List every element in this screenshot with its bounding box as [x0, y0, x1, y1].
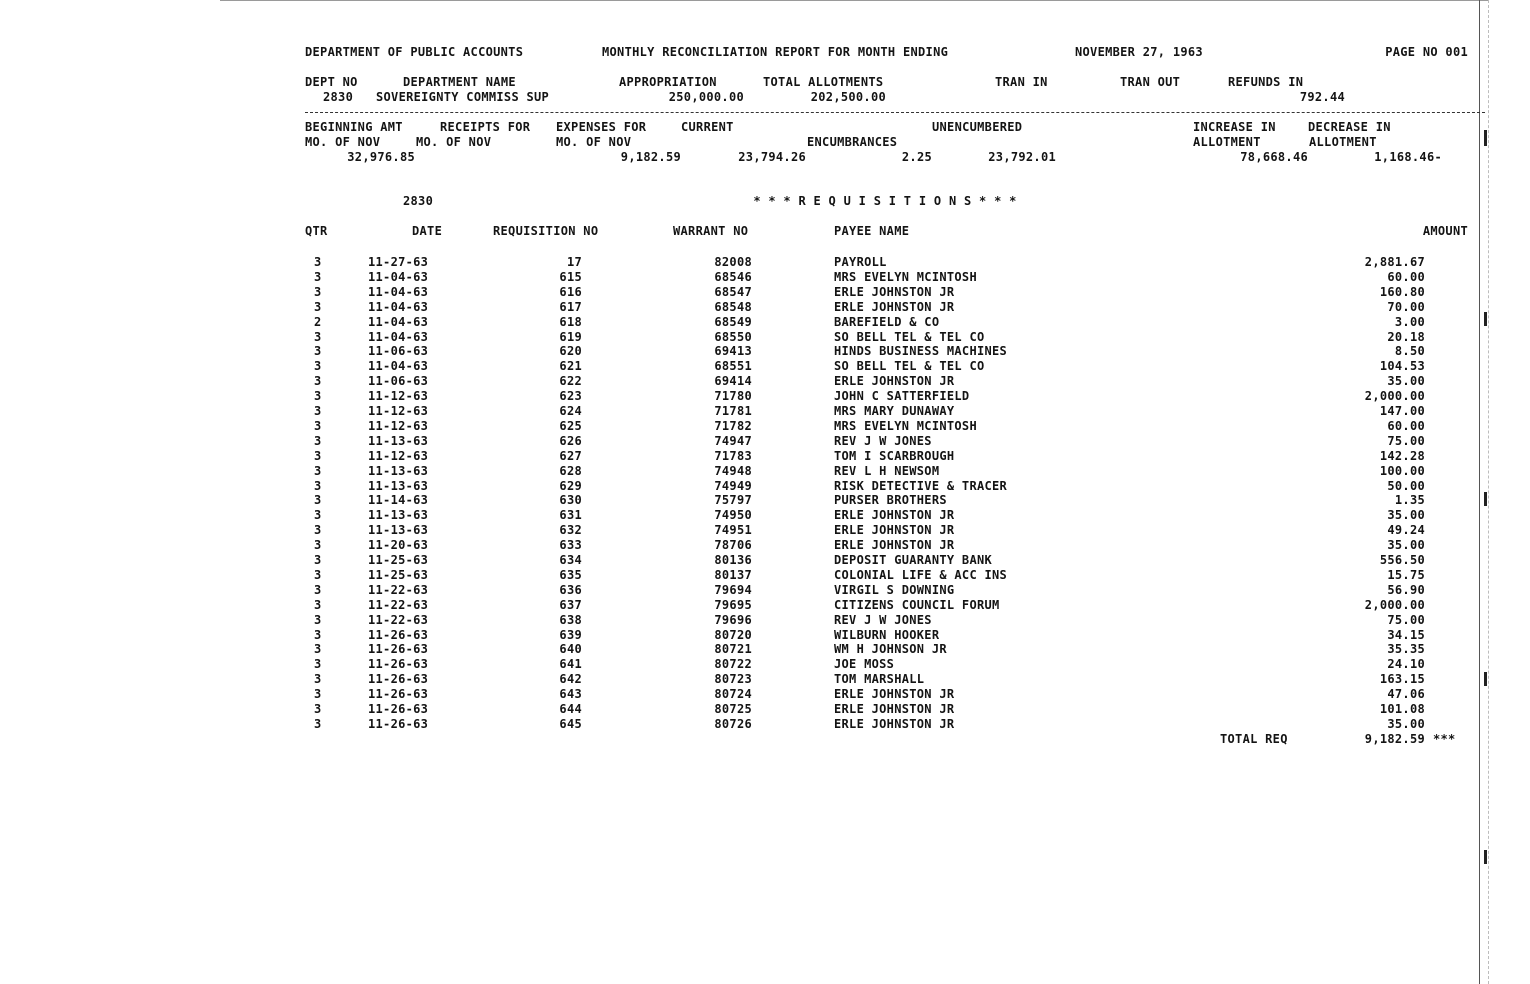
row-warrant-no: 68548 — [714, 300, 752, 314]
row-amount: 75.00 — [1387, 434, 1425, 448]
row-payee-name: JOE MOSS — [834, 657, 895, 671]
row-requisition-no: 645 — [559, 717, 582, 731]
separator-rule — [305, 112, 1485, 113]
row-warrant-no: 74950 — [714, 508, 752, 522]
value-total-allotments: 202,500.00 — [810, 90, 886, 104]
row-payee-name: JOHN C SATTERFIELD — [834, 389, 970, 403]
value-dept-no: 2830 — [323, 90, 354, 104]
label-mo-of-nov: MO. OF NOV — [556, 135, 632, 149]
row-warrant-no: 80724 — [714, 687, 752, 701]
row-amount: 50.00 — [1387, 479, 1425, 493]
label-refunds-in: REFUNDS IN — [1228, 75, 1304, 89]
value-expenses: 9,182.59 — [620, 150, 681, 164]
value-current: 23,794.26 — [738, 150, 806, 164]
row-amount: 2,000.00 — [1364, 389, 1425, 403]
row-payee-name: TOM MARSHALL — [834, 672, 925, 686]
row-qtr: 3 — [314, 344, 322, 358]
label-tran-out: TRAN OUT — [1120, 75, 1181, 89]
row-qtr: 3 — [314, 270, 322, 284]
value-refunds-in: 792.44 — [1299, 90, 1345, 104]
label-appropriation: APPROPRIATION — [619, 75, 717, 89]
row-amount: 1.35 — [1394, 493, 1425, 507]
row-qtr: 3 — [314, 702, 322, 716]
row-requisition-no: 640 — [559, 642, 582, 656]
scan-mark — [1484, 672, 1487, 686]
row-warrant-no: 79695 — [714, 598, 752, 612]
row-requisition-no: 628 — [559, 464, 582, 478]
row-date: 11-04-63 — [368, 300, 429, 314]
row-date: 11-25-63 — [368, 568, 429, 582]
row-warrant-no: 71782 — [714, 419, 752, 433]
page-number: PAGE NO 001 — [1385, 45, 1468, 59]
row-warrant-no: 68551 — [714, 359, 752, 373]
label-dept-name: DEPARTMENT NAME — [403, 75, 516, 89]
row-amount: 35.00 — [1387, 538, 1425, 552]
row-date: 11-04-63 — [368, 359, 429, 373]
row-date: 11-26-63 — [368, 687, 429, 701]
row-date: 11-13-63 — [368, 508, 429, 522]
row-requisition-no: 618 — [559, 315, 582, 329]
row-warrant-no: 80720 — [714, 628, 752, 642]
row-warrant-no: 80722 — [714, 657, 752, 671]
row-requisition-no: 632 — [559, 523, 582, 537]
row-warrant-no: 68549 — [714, 315, 752, 329]
row-qtr: 3 — [314, 374, 322, 388]
row-qtr: 3 — [314, 642, 322, 656]
row-warrant-no: 79694 — [714, 583, 752, 597]
department-title: DEPARTMENT OF PUBLIC ACCOUNTS — [305, 45, 524, 59]
page-edge-rule — [1488, 0, 1489, 984]
row-payee-name: ERLE JOHNSTON JR — [834, 702, 955, 716]
row-warrant-no: 82008 — [714, 255, 752, 269]
row-date: 11-26-63 — [368, 702, 429, 716]
row-requisition-no: 629 — [559, 479, 582, 493]
row-amount: 104.53 — [1379, 359, 1425, 373]
row-payee-name: ERLE JOHNSTON JR — [834, 285, 955, 299]
label-allotment: ALLOTMENT — [1193, 135, 1261, 149]
row-requisition-no: 620 — [559, 344, 582, 358]
label-receipts-for: RECEIPTS FOR — [440, 120, 531, 134]
row-requisition-no: 621 — [559, 359, 582, 373]
label-current: CURRENT — [681, 120, 734, 134]
row-payee-name: REV L H NEWSOM — [834, 464, 940, 478]
row-qtr: 3 — [314, 464, 322, 478]
top-border-rule — [220, 0, 1488, 1]
label-total-allotments: TOTAL ALLOTMENTS — [763, 75, 884, 89]
row-requisition-no: 643 — [559, 687, 582, 701]
row-qtr: 3 — [314, 493, 322, 507]
row-amount: 47.06 — [1387, 687, 1425, 701]
row-amount: 24.10 — [1387, 657, 1425, 671]
row-qtr: 3 — [314, 717, 322, 731]
report-title: MONTHLY RECONCILIATION REPORT FOR MONTH ENDING — [602, 45, 949, 59]
row-payee-name: WILBURN HOOKER — [834, 628, 940, 642]
row-qtr: 2 — [314, 315, 322, 329]
row-payee-name: SO BELL TEL & TEL CO — [834, 330, 985, 344]
row-warrant-no: 74951 — [714, 523, 752, 537]
row-qtr: 3 — [314, 389, 322, 403]
row-date: 11-14-63 — [368, 493, 429, 507]
row-amount: 101.08 — [1379, 702, 1425, 716]
row-requisition-no: 625 — [559, 419, 582, 433]
row-payee-name: ERLE JOHNSTON JR — [834, 508, 955, 522]
label-increase-in: INCREASE IN — [1193, 120, 1276, 134]
total-marker: *** — [1433, 732, 1456, 746]
row-requisition-no: 636 — [559, 583, 582, 597]
row-amount: 556.50 — [1379, 553, 1425, 567]
label-mo-of-nov: MO. OF NOV — [305, 135, 381, 149]
row-amount: 20.18 — [1387, 330, 1425, 344]
label-unencumbered: UNENCUMBERED — [932, 120, 1023, 134]
value-increase: 78,668.46 — [1240, 150, 1308, 164]
row-amount: 56.90 — [1387, 583, 1425, 597]
row-requisition-no: 641 — [559, 657, 582, 671]
row-requisition-no: 619 — [559, 330, 582, 344]
column-header-qtr: QTR — [305, 224, 328, 238]
row-requisition-no: 634 — [559, 553, 582, 567]
row-amount: 147.00 — [1379, 404, 1425, 418]
row-date: 11-22-63 — [368, 583, 429, 597]
value-beginning-amt: 32,976.85 — [347, 150, 415, 164]
value-appropriation: 250,000.00 — [668, 90, 744, 104]
label-dept-no: DEPT NO — [305, 75, 358, 89]
value-dept-name: SOVEREIGNTY COMMISS SUP — [376, 90, 550, 104]
row-date: 11-04-63 — [368, 270, 429, 284]
row-requisition-no: 642 — [559, 672, 582, 686]
row-date: 11-12-63 — [368, 389, 429, 403]
label-tran-in: TRAN IN — [995, 75, 1048, 89]
requisitions-heading: * * * R E Q U I S I T I O N S * * * — [753, 194, 1017, 208]
column-header-requisition: REQUISITION NO — [493, 224, 599, 238]
row-payee-name: BAREFIELD & CO — [834, 315, 940, 329]
row-amount: 3.00 — [1394, 315, 1425, 329]
right-margin-rule — [1479, 0, 1480, 984]
row-requisition-no: 616 — [559, 285, 582, 299]
row-warrant-no: 78706 — [714, 538, 752, 552]
row-date: 11-13-63 — [368, 479, 429, 493]
row-warrant-no: 69413 — [714, 344, 752, 358]
row-warrant-no: 80726 — [714, 717, 752, 731]
report-date: NOVEMBER 27, 1963 — [1075, 45, 1203, 59]
row-warrant-no: 68550 — [714, 330, 752, 344]
row-qtr: 3 — [314, 285, 322, 299]
row-amount: 70.00 — [1387, 300, 1425, 314]
row-payee-name: ERLE JOHNSTON JR — [834, 300, 955, 314]
row-date: 11-12-63 — [368, 404, 429, 418]
row-qtr: 3 — [314, 255, 322, 269]
total-req-amount: 9,182.59 — [1364, 732, 1425, 746]
row-date: 11-26-63 — [368, 628, 429, 642]
row-warrant-no: 80723 — [714, 672, 752, 686]
row-payee-name: REV J W JONES — [834, 434, 932, 448]
row-warrant-no: 71781 — [714, 404, 752, 418]
row-date: 11-06-63 — [368, 344, 429, 358]
row-qtr: 3 — [314, 568, 322, 582]
row-payee-name: MRS EVELYN MCINTOSH — [834, 270, 977, 284]
row-warrant-no: 80721 — [714, 642, 752, 656]
label-mo-of-nov: MO. OF NOV — [416, 135, 492, 149]
row-amount: 75.00 — [1387, 613, 1425, 627]
row-date: 11-22-63 — [368, 598, 429, 612]
row-payee-name: ERLE JOHNSTON JR — [834, 523, 955, 537]
row-date: 11-13-63 — [368, 434, 429, 448]
row-date: 11-27-63 — [368, 255, 429, 269]
row-warrant-no: 68546 — [714, 270, 752, 284]
row-date: 11-22-63 — [368, 613, 429, 627]
row-qtr: 3 — [314, 434, 322, 448]
row-warrant-no: 71783 — [714, 449, 752, 463]
row-requisition-no: 627 — [559, 449, 582, 463]
row-amount: 2,881.67 — [1364, 255, 1425, 269]
value-encumbrances: 2.25 — [901, 150, 932, 164]
row-amount: 35.00 — [1387, 374, 1425, 388]
row-payee-name: COLONIAL LIFE & ACC INS — [834, 568, 1008, 582]
row-amount: 15.75 — [1387, 568, 1425, 582]
label-beginning-amt: BEGINNING AMT — [305, 120, 403, 134]
row-date: 11-04-63 — [368, 315, 429, 329]
row-qtr: 3 — [314, 404, 322, 418]
row-qtr: 3 — [314, 300, 322, 314]
row-warrant-no: 80137 — [714, 568, 752, 582]
row-warrant-no: 80725 — [714, 702, 752, 716]
row-requisition-no: 630 — [559, 493, 582, 507]
row-date: 11-26-63 — [368, 717, 429, 731]
row-payee-name: REV J W JONES — [834, 613, 932, 627]
row-payee-name: VIRGIL S DOWNING — [834, 583, 955, 597]
value-decrease: 1,168.46- — [1374, 150, 1442, 164]
row-date: 11-20-63 — [368, 538, 429, 552]
row-requisition-no: 615 — [559, 270, 582, 284]
row-requisition-no: 639 — [559, 628, 582, 642]
value-unencumbered: 23,792.01 — [988, 150, 1056, 164]
row-date: 11-06-63 — [368, 374, 429, 388]
row-amount: 2,000.00 — [1364, 598, 1425, 612]
row-payee-name: MRS EVELYN MCINTOSH — [834, 419, 977, 433]
row-requisition-no: 644 — [559, 702, 582, 716]
row-requisition-no: 635 — [559, 568, 582, 582]
row-amount: 60.00 — [1387, 419, 1425, 433]
row-qtr: 3 — [314, 538, 322, 552]
row-requisition-no: 617 — [559, 300, 582, 314]
row-payee-name: SO BELL TEL & TEL CO — [834, 359, 985, 373]
column-header-date: DATE — [412, 224, 443, 238]
row-amount: 49.24 — [1387, 523, 1425, 537]
row-amount: 160.80 — [1379, 285, 1425, 299]
row-warrant-no: 69414 — [714, 374, 752, 388]
row-warrant-no: 71780 — [714, 389, 752, 403]
row-warrant-no: 68547 — [714, 285, 752, 299]
row-payee-name: ERLE JOHNSTON JR — [834, 687, 955, 701]
row-date: 11-26-63 — [368, 642, 429, 656]
row-requisition-no: 17 — [566, 255, 582, 269]
row-amount: 34.15 — [1387, 628, 1425, 642]
column-header-amount: AMOUNT — [1422, 224, 1468, 238]
label-decrease-in: DECREASE IN — [1308, 120, 1391, 134]
column-header-warrant: WARRANT NO — [673, 224, 749, 238]
row-qtr: 3 — [314, 672, 322, 686]
row-payee-name: CITIZENS COUNCIL FORUM — [834, 598, 1000, 612]
row-warrant-no: 74947 — [714, 434, 752, 448]
row-payee-name: WM H JOHNSON JR — [834, 642, 947, 656]
row-amount: 163.15 — [1379, 672, 1425, 686]
column-header-payee: PAYEE NAME — [834, 224, 910, 238]
row-date: 11-13-63 — [368, 464, 429, 478]
row-requisition-no: 631 — [559, 508, 582, 522]
row-payee-name: ERLE JOHNSTON JR — [834, 374, 955, 388]
row-qtr: 3 — [314, 330, 322, 344]
row-amount: 142.28 — [1379, 449, 1425, 463]
row-payee-name: PURSER BROTHERS — [834, 493, 947, 507]
row-payee-name: DEPOSIT GUARANTY BANK — [834, 553, 993, 567]
row-requisition-no: 638 — [559, 613, 582, 627]
row-date: 11-12-63 — [368, 419, 429, 433]
row-date: 11-13-63 — [368, 523, 429, 537]
scan-mark — [1484, 850, 1487, 864]
row-date: 11-25-63 — [368, 553, 429, 567]
row-amount: 35.00 — [1387, 717, 1425, 731]
row-payee-name: HINDS BUSINESS MACHINES — [834, 344, 1008, 358]
row-qtr: 3 — [314, 628, 322, 642]
total-req-label: TOTAL REQ — [1220, 732, 1288, 746]
row-qtr: 3 — [314, 583, 322, 597]
row-warrant-no: 75797 — [714, 493, 752, 507]
row-amount: 8.50 — [1394, 344, 1425, 358]
row-date: 11-26-63 — [368, 672, 429, 686]
row-requisition-no: 624 — [559, 404, 582, 418]
row-payee-name: ERLE JOHNSTON JR — [834, 538, 955, 552]
row-date: 11-04-63 — [368, 285, 429, 299]
label-allotment: ALLOTMENT — [1309, 135, 1377, 149]
row-payee-name: TOM I SCARBROUGH — [834, 449, 955, 463]
row-qtr: 3 — [314, 613, 322, 627]
row-date: 11-04-63 — [368, 330, 429, 344]
row-amount: 35.35 — [1387, 642, 1425, 656]
row-qtr: 3 — [314, 523, 322, 537]
row-qtr: 3 — [314, 553, 322, 567]
scan-mark — [1484, 492, 1487, 506]
row-qtr: 3 — [314, 508, 322, 522]
row-requisition-no: 637 — [559, 598, 582, 612]
row-requisition-no: 626 — [559, 434, 582, 448]
label-encumbrances: ENCUMBRANCES — [807, 135, 898, 149]
row-warrant-no: 80136 — [714, 553, 752, 567]
row-date: 11-26-63 — [368, 657, 429, 671]
row-amount: 35.00 — [1387, 508, 1425, 522]
section-dept-no: 2830 — [403, 194, 434, 208]
row-payee-name: RISK DETECTIVE & TRACER — [834, 479, 1008, 493]
row-qtr: 3 — [314, 359, 322, 373]
scan-mark — [1484, 312, 1487, 326]
scan-mark — [1484, 130, 1487, 146]
row-warrant-no: 74948 — [714, 464, 752, 478]
row-requisition-no: 633 — [559, 538, 582, 552]
row-amount: 60.00 — [1387, 270, 1425, 284]
row-warrant-no: 74949 — [714, 479, 752, 493]
row-requisition-no: 622 — [559, 374, 582, 388]
row-qtr: 3 — [314, 419, 322, 433]
row-payee-name: MRS MARY DUNAWAY — [834, 404, 955, 418]
row-payee-name: ERLE JOHNSTON JR — [834, 717, 955, 731]
row-qtr: 3 — [314, 598, 322, 612]
row-date: 11-12-63 — [368, 449, 429, 463]
row-warrant-no: 79696 — [714, 613, 752, 627]
row-payee-name: PAYROLL — [834, 255, 887, 269]
row-requisition-no: 623 — [559, 389, 582, 403]
row-qtr: 3 — [314, 687, 322, 701]
row-amount: 100.00 — [1379, 464, 1425, 478]
row-qtr: 3 — [314, 657, 322, 671]
label-expenses-for: EXPENSES FOR — [556, 120, 647, 134]
row-qtr: 3 — [314, 449, 322, 463]
row-qtr: 3 — [314, 479, 322, 493]
